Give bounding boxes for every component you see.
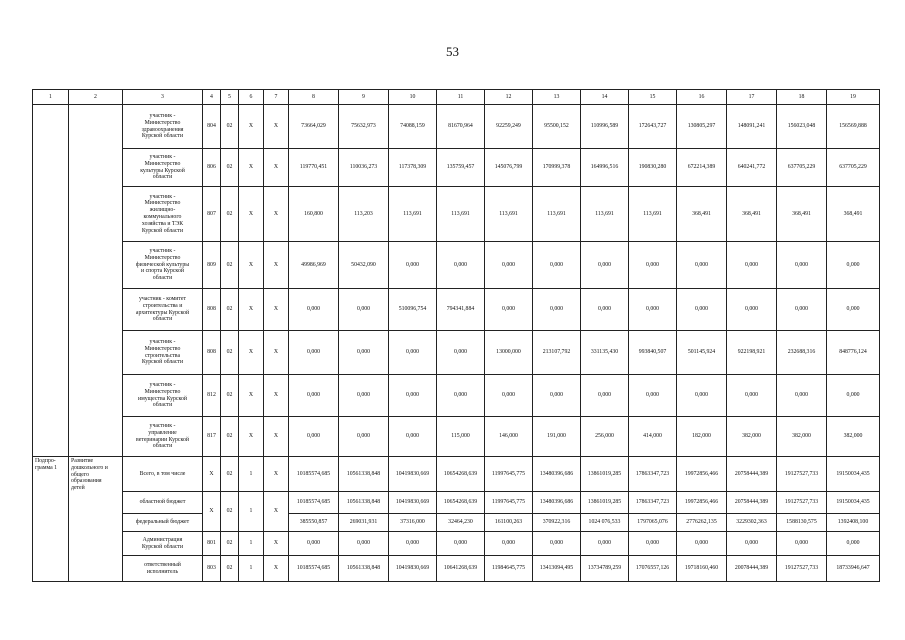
value-cell: 0,000 <box>777 375 827 417</box>
value-cell: 0,000 <box>289 532 339 556</box>
code-cell: Х <box>264 492 289 532</box>
value-cell: 145076,799 <box>485 149 533 187</box>
value-cell: 0,000 <box>827 289 880 331</box>
value-cell: 640241,772 <box>727 149 777 187</box>
program-name-cell <box>69 105 123 457</box>
code-cell: Х <box>239 375 264 417</box>
code-cell: 02 <box>221 457 239 492</box>
header-cell: 18 <box>777 90 827 105</box>
value-cell: 0,000 <box>289 375 339 417</box>
code-cell: Х <box>264 556 289 582</box>
value-cell: 117378,309 <box>389 149 437 187</box>
header-cell: 7 <box>264 90 289 105</box>
table-row <box>33 417 880 457</box>
code-cell: 1 <box>239 457 264 492</box>
header-cell: 11 <box>437 90 485 105</box>
value-cell: 13413094,495 <box>533 556 581 582</box>
value-cell: 113,691 <box>437 187 485 242</box>
value-cell: 10419830,669 <box>389 492 437 514</box>
value-cell: 92259,249 <box>485 105 533 149</box>
value-cell: 182,000 <box>677 417 727 457</box>
row-label: участник - Министерство имущества Курской области <box>123 375 203 417</box>
value-cell: 10185574,685 <box>289 556 339 582</box>
value-cell: 368,491 <box>677 187 727 242</box>
table-row <box>33 492 880 514</box>
value-cell: 0,000 <box>437 331 485 375</box>
code-cell: 1 <box>239 532 264 556</box>
value-cell: 95500,152 <box>533 105 581 149</box>
code-cell: Х <box>203 492 221 532</box>
row-label: Администрация Курской области <box>123 532 203 556</box>
code-cell: 02 <box>221 242 239 289</box>
code-cell: Х <box>239 187 264 242</box>
value-cell: 13480396,686 <box>533 457 581 492</box>
value-cell: 0,000 <box>677 375 727 417</box>
value-cell: 10561338,848 <box>339 457 389 492</box>
code-cell: 02 <box>221 556 239 582</box>
value-cell: 922198,921 <box>727 331 777 375</box>
value-cell: 113,691 <box>485 187 533 242</box>
value-cell: 113,203 <box>339 187 389 242</box>
value-cell: 0,000 <box>677 242 727 289</box>
code-cell: Х <box>203 457 221 492</box>
value-cell: 161100,263 <box>485 514 533 532</box>
value-cell: 331135,430 <box>581 331 629 375</box>
code-cell: Х <box>239 289 264 331</box>
table-row <box>33 457 880 492</box>
value-cell: 11997645,775 <box>485 492 533 514</box>
value-cell: 10561338,848 <box>339 556 389 582</box>
value-cell: 0,000 <box>777 242 827 289</box>
value-cell: 135759,457 <box>437 149 485 187</box>
value-cell: 10185574,685 <box>289 457 339 492</box>
value-cell: 74088,159 <box>389 105 437 149</box>
value-cell: 637705,229 <box>777 149 827 187</box>
value-cell: 510096,754 <box>389 289 437 331</box>
value-cell: 1392408,100 <box>827 514 880 532</box>
value-cell: 0,000 <box>485 532 533 556</box>
subprogram-name: Развитие дошкольного и общего образования детей <box>69 457 123 582</box>
value-cell: 1588130,575 <box>777 514 827 532</box>
value-cell: 0,000 <box>485 375 533 417</box>
header-cell: 4 <box>203 90 221 105</box>
value-cell: 156569,888 <box>827 105 880 149</box>
value-cell: 49986,969 <box>289 242 339 289</box>
value-cell: 113,691 <box>389 187 437 242</box>
value-cell: 3229302,363 <box>727 514 777 532</box>
value-cell: 0,000 <box>677 289 727 331</box>
header-cell: 17 <box>727 90 777 105</box>
value-cell: 10641268,639 <box>437 556 485 582</box>
value-cell: 50432,090 <box>339 242 389 289</box>
header-row <box>33 90 880 105</box>
value-cell: 368,491 <box>827 187 880 242</box>
value-cell: 19150034,435 <box>827 457 880 492</box>
value-cell: 0,000 <box>777 289 827 331</box>
value-cell: 0,000 <box>339 532 389 556</box>
row-label: федеральный бюджет <box>123 514 203 532</box>
value-cell: 382,000 <box>777 417 827 457</box>
value-cell: 11984645,775 <box>485 556 533 582</box>
page-number: 53 <box>446 44 459 59</box>
value-cell: 13734789,259 <box>581 556 629 582</box>
table-row <box>33 149 880 187</box>
code-cell: 801 <box>203 532 221 556</box>
row-label: Всего, в том числе <box>123 457 203 492</box>
code-cell: Х <box>264 105 289 149</box>
value-cell: 10185574,685 <box>289 492 339 514</box>
value-cell: 269031,931 <box>339 514 389 532</box>
header-cell: 6 <box>239 90 264 105</box>
value-cell: 19127527,733 <box>777 556 827 582</box>
value-cell: 794341,884 <box>437 289 485 331</box>
code-cell: Х <box>264 331 289 375</box>
row-label: ответственный исполнитель <box>123 556 203 582</box>
value-cell: 164996,516 <box>581 149 629 187</box>
value-cell: 10561338,848 <box>339 492 389 514</box>
value-cell: 848776,124 <box>827 331 880 375</box>
value-cell: 81670,964 <box>437 105 485 149</box>
value-cell: 256,000 <box>581 417 629 457</box>
code-cell: 02 <box>221 375 239 417</box>
value-cell: 0,000 <box>727 242 777 289</box>
header-cell: 9 <box>339 90 389 105</box>
code-cell: 806 <box>203 149 221 187</box>
value-cell: 0,000 <box>339 331 389 375</box>
value-cell: 0,000 <box>581 242 629 289</box>
value-cell: 190830,280 <box>629 149 677 187</box>
value-cell: 10419830,669 <box>389 556 437 582</box>
value-cell: 113,691 <box>533 187 581 242</box>
value-cell: 0,000 <box>389 375 437 417</box>
table-row <box>33 105 880 149</box>
value-cell: 0,000 <box>389 331 437 375</box>
value-cell: 1024 076,533 <box>581 514 629 532</box>
code-cell: Х <box>264 457 289 492</box>
code-cell: Х <box>239 149 264 187</box>
code-cell: Х <box>239 417 264 457</box>
value-cell: 13480396,686 <box>533 492 581 514</box>
table-row <box>33 375 880 417</box>
value-cell: 110996,589 <box>581 105 629 149</box>
header-cell: 8 <box>289 90 339 105</box>
value-cell: 191,000 <box>533 417 581 457</box>
code-cell: 02 <box>221 532 239 556</box>
value-cell: 0,000 <box>827 532 880 556</box>
value-cell: 13000,000 <box>485 331 533 375</box>
code-cell: 02 <box>221 417 239 457</box>
value-cell: 0,000 <box>437 532 485 556</box>
value-cell: 0,000 <box>389 532 437 556</box>
value-cell: 19972856,466 <box>677 492 727 514</box>
code-cell: 812 <box>203 375 221 417</box>
value-cell: 0,000 <box>727 289 777 331</box>
value-cell: 156023,048 <box>777 105 827 149</box>
value-cell: 0,000 <box>777 532 827 556</box>
value-cell: 368,491 <box>777 187 827 242</box>
value-cell: 0,000 <box>581 375 629 417</box>
table-row <box>33 556 880 582</box>
row-label: участник - управление ветеринарии Курской области <box>123 417 203 457</box>
value-cell: 160,800 <box>289 187 339 242</box>
value-cell: 10654268,639 <box>437 492 485 514</box>
header-cell: 10 <box>389 90 437 105</box>
value-cell: 0,000 <box>677 532 727 556</box>
value-cell: 0,000 <box>389 417 437 457</box>
code-cell: 807 <box>203 187 221 242</box>
table-row <box>33 514 880 532</box>
row-label: участник - Министерство жилищно- коммунального хозяйства и ТЭК Курской области <box>123 187 203 242</box>
row-label: участник - Министерство здравоохранения Курской области <box>123 105 203 149</box>
value-cell: 19127527,733 <box>777 457 827 492</box>
value-cell: 32464,230 <box>437 514 485 532</box>
value-cell: 11997645,775 <box>485 457 533 492</box>
value-cell: 19127527,733 <box>777 492 827 514</box>
value-cell: 20078444,389 <box>727 556 777 582</box>
code-cell: 803 <box>203 556 221 582</box>
table-row <box>33 331 880 375</box>
code-cell: 808 <box>203 289 221 331</box>
value-cell: 0,000 <box>581 532 629 556</box>
code-cell: 808 <box>203 331 221 375</box>
row-label: участник - Министерство культуры Курской области <box>123 149 203 187</box>
table-row <box>33 289 880 331</box>
value-cell: 414,000 <box>629 417 677 457</box>
value-cell: 75632,973 <box>339 105 389 149</box>
subprogram-label: Подпро- грамма 1 <box>33 457 69 582</box>
value-cell: 0,000 <box>437 242 485 289</box>
value-cell: 0,000 <box>533 532 581 556</box>
header-cell: 2 <box>69 90 123 105</box>
code-cell: Х <box>239 331 264 375</box>
value-cell: 993840,507 <box>629 331 677 375</box>
table-row <box>33 242 880 289</box>
code-cell: Х <box>239 105 264 149</box>
code-cell: 809 <box>203 242 221 289</box>
value-cell: 13861019,285 <box>581 492 629 514</box>
value-cell: 0,000 <box>339 375 389 417</box>
value-cell: 172643,727 <box>629 105 677 149</box>
header-cell: 13 <box>533 90 581 105</box>
value-cell: 382,000 <box>727 417 777 457</box>
value-cell: 37316,000 <box>389 514 437 532</box>
code-cell: 02 <box>221 331 239 375</box>
value-cell: 18733946,647 <box>827 556 880 582</box>
value-cell: 13861019,285 <box>581 457 629 492</box>
value-cell: 20758444,389 <box>727 457 777 492</box>
code-cell: 02 <box>221 105 239 149</box>
value-cell: 130805,297 <box>677 105 727 149</box>
value-cell: 0,000 <box>389 242 437 289</box>
code-cell: Х <box>239 242 264 289</box>
code-cell: Х <box>264 289 289 331</box>
value-cell: 0,000 <box>629 375 677 417</box>
value-cell: 10419830,669 <box>389 457 437 492</box>
value-cell: 0,000 <box>533 242 581 289</box>
value-cell: 10654268,639 <box>437 457 485 492</box>
header-cell: 5 <box>221 90 239 105</box>
code-cell: Х <box>264 187 289 242</box>
value-cell: 0,000 <box>727 375 777 417</box>
value-cell: 0,000 <box>533 375 581 417</box>
value-cell: 0,000 <box>629 242 677 289</box>
value-cell: 170999,378 <box>533 149 581 187</box>
value-cell: 0,000 <box>581 289 629 331</box>
code-cell: Х <box>264 149 289 187</box>
value-cell: 113,691 <box>629 187 677 242</box>
code-cell: 817 <box>203 417 221 457</box>
code-cell: Х <box>264 532 289 556</box>
value-cell: 0,000 <box>629 532 677 556</box>
value-cell: 17863347,723 <box>629 492 677 514</box>
value-cell: 19972856,466 <box>677 457 727 492</box>
code-cell: 804 <box>203 105 221 149</box>
code-cell: 02 <box>221 289 239 331</box>
value-cell: 19150034,435 <box>827 492 880 514</box>
value-cell: 232688,316 <box>777 331 827 375</box>
code-cell: Х <box>264 375 289 417</box>
code-cell: 02 <box>221 187 239 242</box>
value-cell: 0,000 <box>289 289 339 331</box>
value-cell: 0,000 <box>339 289 389 331</box>
value-cell: 0,000 <box>289 417 339 457</box>
row-label: областной бюджет <box>123 492 203 514</box>
header-cell: 12 <box>485 90 533 105</box>
row-label: участник - Министерство строительства Курской области <box>123 331 203 375</box>
code-cell: Х <box>264 417 289 457</box>
table-body <box>33 90 880 582</box>
value-cell: 73664,029 <box>289 105 339 149</box>
row-label: участник - Министерство физической культуры и спорта Курской области <box>123 242 203 289</box>
header-cell: 14 <box>581 90 629 105</box>
table-row <box>33 187 880 242</box>
value-cell: 0,000 <box>289 331 339 375</box>
budget-table <box>32 89 880 582</box>
value-cell: 501145,924 <box>677 331 727 375</box>
value-cell: 1797065,076 <box>629 514 677 532</box>
value-cell: 110036,273 <box>339 149 389 187</box>
value-cell: 0,000 <box>437 375 485 417</box>
value-cell: 0,000 <box>629 289 677 331</box>
value-cell: 213107,792 <box>533 331 581 375</box>
value-cell: 17863347,723 <box>629 457 677 492</box>
header-cell: 3 <box>123 90 203 105</box>
code-cell: 02 <box>221 149 239 187</box>
value-cell: 20758444,389 <box>727 492 777 514</box>
value-cell: 0,000 <box>485 242 533 289</box>
value-cell: 370922,316 <box>533 514 581 532</box>
value-cell: 637705,229 <box>827 149 880 187</box>
row-label: участник - комитет строительства и архитектуры Курской области <box>123 289 203 331</box>
value-cell: 385550,857 <box>289 514 339 532</box>
value-cell: 0,000 <box>339 417 389 457</box>
value-cell: 119770,451 <box>289 149 339 187</box>
program-cell <box>33 105 69 457</box>
code-cell: 1 <box>239 556 264 582</box>
header-cell: 16 <box>677 90 727 105</box>
value-cell: 19718160,460 <box>677 556 727 582</box>
header-cell: 19 <box>827 90 880 105</box>
value-cell: 672214,389 <box>677 149 727 187</box>
value-cell: 0,000 <box>827 375 880 417</box>
header-cell: 1 <box>33 90 69 105</box>
value-cell: 115,000 <box>437 417 485 457</box>
value-cell: 0,000 <box>533 289 581 331</box>
value-cell: 0,000 <box>485 289 533 331</box>
value-cell: 0,000 <box>727 532 777 556</box>
value-cell: 0,000 <box>827 242 880 289</box>
value-cell: 382,000 <box>827 417 880 457</box>
table-row <box>33 532 880 556</box>
value-cell: 2776262,135 <box>677 514 727 532</box>
value-cell: 113,691 <box>581 187 629 242</box>
value-cell: 368,491 <box>727 187 777 242</box>
value-cell: 146,000 <box>485 417 533 457</box>
value-cell: 148091,241 <box>727 105 777 149</box>
header-cell: 15 <box>629 90 677 105</box>
code-cell: 02 <box>221 492 239 532</box>
value-cell: 17076557,126 <box>629 556 677 582</box>
code-cell: 1 <box>239 492 264 532</box>
code-cell: Х <box>264 242 289 289</box>
